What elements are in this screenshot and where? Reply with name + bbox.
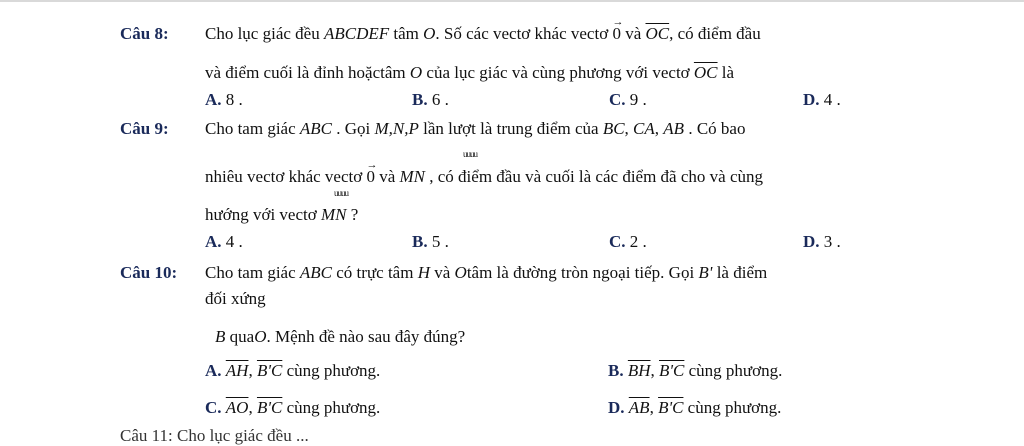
question-8-option-b: B. 6 . <box>412 90 449 109</box>
question-10-option-a: A. $\overline{AH}$, B'C cùng phương. <box>205 361 381 380</box>
question-9-label: Câu 9: <box>120 119 169 138</box>
question-10-line2: đối xứng <box>205 289 266 308</box>
vector-oc: $\overline{OC}$ <box>693 63 718 82</box>
question-8-line2: và điểm cuối là đỉnh hoặctâm O của lục giác và cùng phương với vectơ $\overline{OC}$ là <box>205 63 735 82</box>
question-10-line1: Cho tam giác ABC có trực tâm H và Otâm là đường tròn ngoại tiếp. Gọi B' là điểm <box>205 263 768 282</box>
vector-mn: MN <box>320 205 347 224</box>
question-10-line3: B quaO. Mệnh đề nào sau đây đúng? <box>215 327 466 346</box>
question-10-option-b: B. $\overline{BH}$, B'C cùng phương. <box>608 361 783 380</box>
question-9-option-d: D. 3 . <box>803 232 841 251</box>
vector-mark: uuuu <box>334 188 348 198</box>
zero-vector: → 0 <box>366 167 375 187</box>
vector-mn: MN <box>399 167 426 186</box>
question-8-option-a: A. 8 . <box>205 90 243 109</box>
question-8-option-c: C. 9 . <box>609 90 647 109</box>
question-9-option-a: A. 4 . <box>205 232 243 251</box>
question-9-line2: nhiêu vectơ khác vectơ → 0 và MN , có điểm đầu và cuối là các điểm đã cho và cùng <box>205 167 763 187</box>
question-8-option-d: D. 4 . <box>803 90 841 109</box>
question-9-line3: hướng với vectơ MN ? <box>205 205 359 224</box>
question-10-option-d: D. $\overline{AB}$, B'C cùng phương. <box>608 398 782 417</box>
vector-oc: $\overline{OC}$ <box>645 24 670 43</box>
question-8-line1: Cho lục giác đều ABCDEF tâm O. Số các vectơ khác vectơ → 0 và $\overline{OC}$, có điểm đầu <box>205 24 761 44</box>
question-9-option-b: B. 5 . <box>412 232 449 251</box>
zero-vector: → 0 <box>612 24 621 44</box>
cutoff-next-question: Câu 11: Cho lục giác đều ... <box>120 426 309 445</box>
question-10-option-c: C. $\overline{AO}$, B'C cùng phương. <box>205 398 381 417</box>
question-8-label: Câu 8: <box>120 24 169 43</box>
question-9-line1: Cho tam giác ABC . Gọi M,N,P lần lượt là trung điểm của BC, CA, AB . Có bao <box>205 119 746 138</box>
top-divider <box>0 0 1024 2</box>
question-10-label: Câu 10: <box>120 263 178 282</box>
vector-mark: uuuu <box>463 149 477 159</box>
question-9-option-c: C. 2 . <box>609 232 647 251</box>
